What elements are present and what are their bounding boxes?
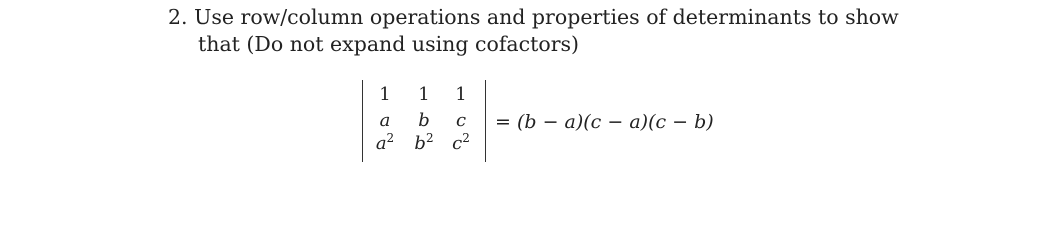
matrix-cell-r3c3-exponent: 2 xyxy=(462,131,470,145)
matrix-cell-r3c1 xyxy=(370,131,400,154)
matrix-cell-r3c1-exponent: 2 xyxy=(386,131,395,145)
matrix-cell-r3c2-exponent: 2 xyxy=(425,131,434,145)
matrix-cell-r3c2 xyxy=(409,131,439,154)
matrix-cell-r1c1: 1 xyxy=(379,84,391,105)
problem-statement xyxy=(168,4,1038,58)
matrix-cell-r3c3 xyxy=(446,131,476,154)
matrix-cell-r2c2: b xyxy=(418,110,430,131)
determinant-expression xyxy=(362,80,486,162)
matrix-cell-r2c3: c xyxy=(455,110,467,131)
matrix-cell-r2c1: a xyxy=(379,110,391,131)
matrix-cell-r3c2-base: b xyxy=(414,133,426,154)
problem-line-1 xyxy=(168,4,1038,31)
matrix-cell-r1c3: 1 xyxy=(455,84,467,105)
problem-number: 2. xyxy=(168,5,188,29)
rhs-expression: = (b − a)(c − a)(c − b) xyxy=(495,111,714,133)
determinant-matrix xyxy=(362,80,486,162)
matrix-cell-r3c3-base: c xyxy=(452,133,463,154)
equation-right-hand-side xyxy=(495,110,714,134)
matrix-cell-r1c2: 1 xyxy=(418,84,430,105)
matrix-cell-r3c1-base: a xyxy=(375,133,387,154)
problem-text-line-2: that (Do not expand using cofactors) xyxy=(198,32,580,56)
problem-text-line-1: Use row/column operations and properties of determinants to show xyxy=(194,5,899,29)
problem-line-2 xyxy=(168,31,1038,58)
